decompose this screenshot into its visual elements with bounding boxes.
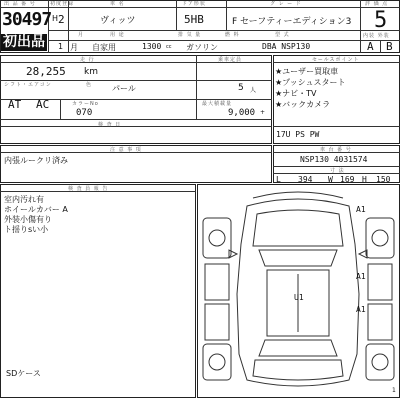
damage-mark-roof: U1	[294, 293, 304, 302]
body-type: 5HB	[184, 13, 204, 26]
header-div-2	[68, 0, 69, 53]
caption-color: 色	[86, 82, 93, 88]
right-rear-wheel	[372, 354, 388, 370]
caption-capacity: 乗車定員	[218, 57, 243, 63]
inspector-note: ト揺りsい小	[4, 225, 49, 234]
caption-mileage: 走 行	[80, 57, 95, 63]
caption-shift: シフト・エアコン	[4, 82, 52, 88]
caption-year: 初度登録	[50, 1, 75, 7]
displacement-value: 1300	[142, 42, 162, 51]
header-rule-3	[48, 40, 400, 41]
caption-score: 評 価 点	[365, 1, 389, 7]
month-value: 1	[58, 42, 64, 51]
header-div-3	[176, 0, 177, 30]
height-unit: H	[362, 175, 367, 184]
grade-text: F セーフティーエディション3	[232, 17, 352, 27]
hood-outline	[253, 210, 343, 246]
specs-div-2	[60, 99, 61, 119]
displacement-unit: cc	[166, 44, 172, 50]
caption-lot: 出 品 番 号	[4, 1, 36, 7]
seats-unit: 人	[250, 87, 257, 94]
transmission-value: AT	[8, 98, 22, 111]
caption-maxload: 最大積載量	[202, 101, 233, 107]
car-diagram	[197, 184, 400, 398]
caption-inspect: 検 査 日	[98, 122, 122, 128]
left-front-door	[205, 264, 229, 300]
height-value: 150	[376, 175, 391, 184]
equipment-item: ★ナビ・TV	[275, 89, 317, 98]
score: 5	[374, 8, 388, 33]
header-div-6	[380, 40, 381, 53]
right-front-fender	[366, 218, 394, 258]
car-name: ヴィッツ	[100, 16, 136, 26]
interior-note: 内張ルークリ済み	[4, 156, 68, 165]
specs-div-1	[196, 55, 197, 119]
fuel-value: ガソリン	[186, 43, 218, 52]
rear-window	[259, 340, 337, 356]
length-unit: L	[276, 175, 281, 184]
mileage-value: 28,255	[26, 65, 66, 78]
trunk-outline	[253, 360, 343, 380]
left-rear-fender	[203, 344, 231, 380]
equipment-item: ★バックカメラ	[275, 100, 331, 109]
era-year: 2	[58, 13, 65, 26]
specs-rule-5	[0, 126, 272, 127]
caption-door: ドア形状	[182, 1, 206, 7]
header-div-5	[360, 0, 361, 53]
equipment-rule-2	[273, 126, 400, 127]
right-rear-door	[368, 304, 392, 340]
caption-grade: グ レ ー ド	[270, 1, 302, 7]
damage-mark-top-right: A1	[356, 205, 366, 214]
right-front-wheel	[372, 230, 388, 246]
header-div-4	[226, 0, 227, 30]
caption-month: 月	[78, 32, 85, 38]
inspector-note: 室内汚れ有	[4, 195, 44, 204]
left-rear-door	[205, 304, 229, 340]
caption-inspector: 検 査 員 報 告	[68, 186, 109, 192]
right-front-door	[368, 264, 392, 300]
frame-number: NSP130 4031574	[300, 155, 368, 164]
caption-colorno: カラーNo	[72, 101, 99, 107]
damage-mark-right-door: A1	[356, 305, 366, 314]
mileage-unit: km	[84, 67, 98, 77]
front-bumper	[253, 192, 343, 198]
options-row: 17U PS PW	[276, 130, 320, 139]
left-front-fender	[203, 218, 231, 258]
caption-cc: 排 気 量	[178, 32, 202, 38]
interior-grade: A	[367, 40, 374, 53]
color-code: 070	[76, 108, 93, 118]
footer-note: SDケース	[6, 369, 41, 378]
header-rule-1	[0, 7, 400, 8]
caption-equipment: セールスポイント	[312, 57, 360, 63]
caption-car: 車 名	[110, 1, 125, 7]
equipment-item: ★ユーザー買取車	[275, 67, 339, 76]
use-value: 自家用	[92, 43, 116, 52]
load-capacity-value: 9,000	[228, 108, 256, 118]
caption-size: 寸 法	[330, 168, 345, 174]
specs-rule-4	[0, 119, 272, 120]
right-rear-fender	[366, 344, 394, 380]
load-capacity-unit: +	[260, 109, 266, 116]
damage-mark-upper-right: A1	[356, 272, 366, 281]
caption-use: 用 途	[110, 32, 125, 38]
aircon-value: AC	[36, 98, 50, 111]
seats-value: 5	[238, 83, 244, 93]
windshield	[259, 250, 337, 266]
width-value: 169	[340, 175, 355, 184]
width-unit: W	[328, 175, 333, 184]
left-rear-wheel	[209, 354, 225, 370]
caption-model: 型 式	[275, 32, 290, 38]
caption-frame: 車 台 番 号	[320, 147, 352, 153]
length-value: 394	[298, 175, 313, 184]
inspector-note: ホイールカバー A	[4, 205, 68, 214]
model-code: DBA NSP130	[262, 42, 311, 51]
month-unit: 月	[70, 43, 78, 52]
lot-number: 30497	[2, 9, 52, 30]
equipment-item: ★プッシュスタート	[275, 78, 346, 87]
caption-fuel: 燃 料	[225, 32, 240, 38]
era-prefix: H	[52, 14, 59, 23]
header-rule-2	[48, 30, 400, 31]
caption-inout: 内装 外装	[363, 33, 390, 39]
left-front-wheel	[209, 230, 225, 246]
first-registration-badge: 初出品	[3, 34, 45, 50]
exterior-grade: B	[386, 40, 393, 53]
corner-page-number: 1	[392, 387, 396, 394]
caption-notes: 注 意 事 項	[110, 147, 142, 153]
inspector-note: 外装小傷有り	[4, 215, 52, 224]
color-value: パール	[112, 84, 136, 93]
